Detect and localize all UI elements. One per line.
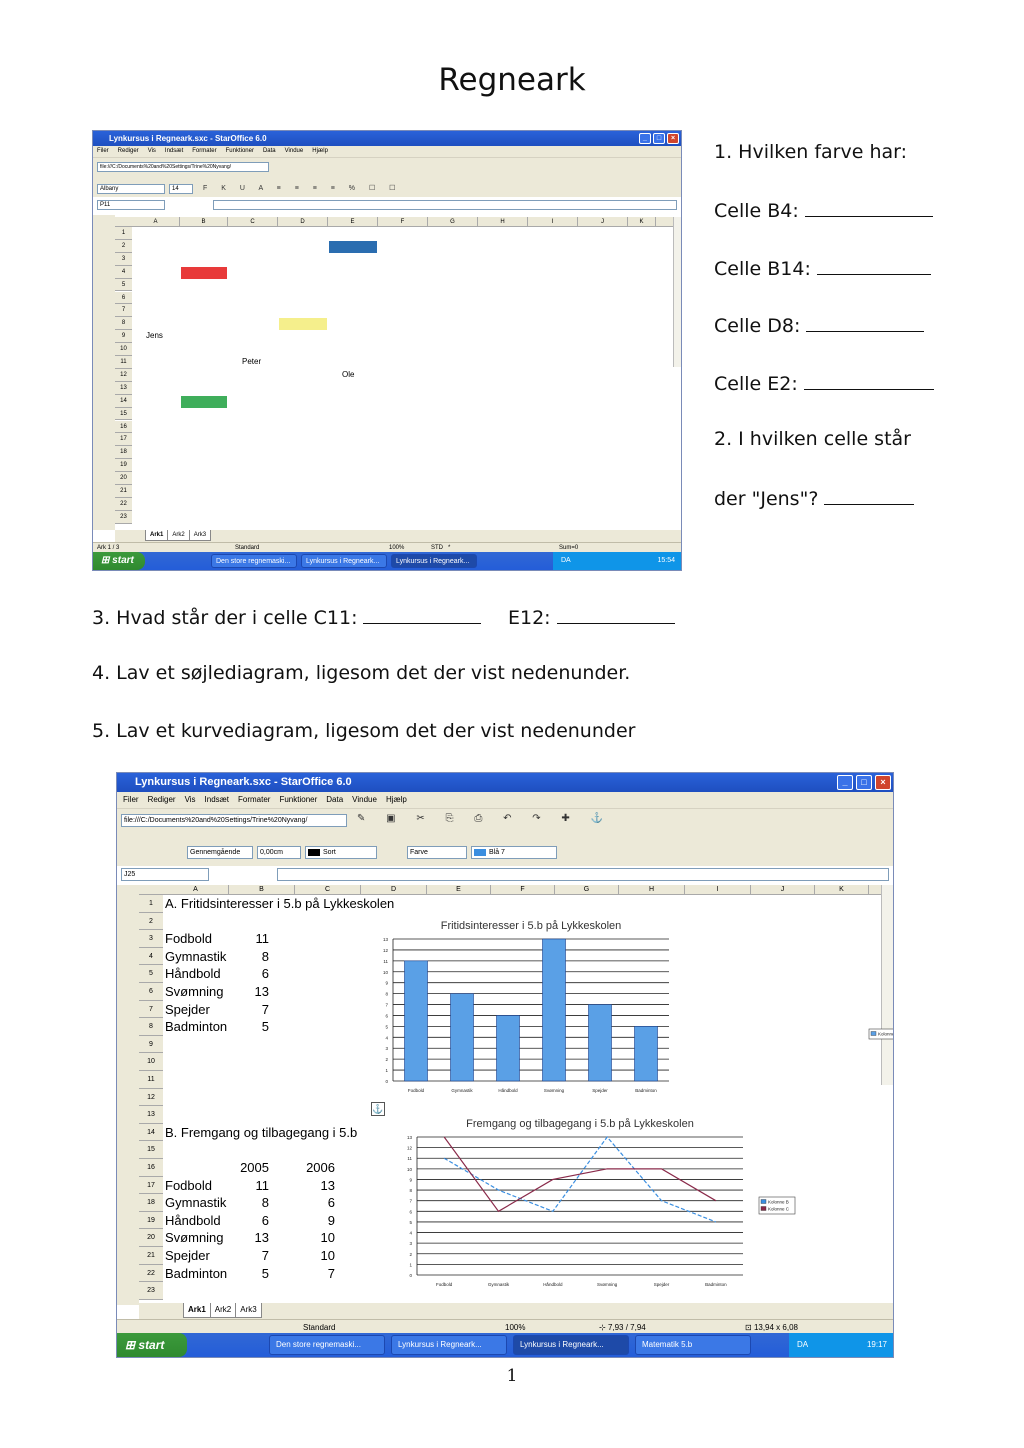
screenshot-1-window	[92, 130, 682, 571]
x-tick-label-spejder: Spejder	[653, 1282, 670, 1287]
tray-clock: 15:54	[657, 557, 675, 564]
menu-item-5[interactable]: Funktioner	[279, 795, 318, 804]
y-tick-label-8: 8	[409, 1188, 412, 1194]
column-header-E[interactable]: E	[328, 217, 378, 226]
y-tick-label-2: 2	[409, 1251, 412, 1257]
menu-bar	[117, 792, 893, 808]
table-a-label-1[interactable]: Gymnastik	[165, 948, 227, 964]
system-tray	[553, 552, 681, 570]
row-header-5[interactable]: 5	[139, 965, 163, 983]
left-toolbar	[93, 215, 115, 530]
row-header-1[interactable]: 1	[139, 895, 163, 913]
row-header-8[interactable]: 8	[139, 1018, 163, 1036]
taskbar-item-3[interactable]: Lynkursus i Regneark...	[391, 554, 477, 568]
column-header-F[interactable]: F	[378, 217, 428, 226]
y-tick-label-13: 13	[406, 1135, 412, 1140]
column-header-H[interactable]: H	[619, 885, 685, 894]
window-titlebar	[117, 773, 893, 792]
y-tick-label-11: 11	[383, 958, 388, 964]
table-a-value-3[interactable]: 13	[254, 984, 269, 999]
row-header-21[interactable]: 21	[115, 485, 132, 498]
table-b-2005-5[interactable]: 5	[261, 1265, 269, 1281]
x-tick-label-svømning: Svømning	[597, 1282, 618, 1287]
row-header-22[interactable]: 22	[115, 498, 132, 511]
cell-b4-red[interactable]	[181, 267, 227, 279]
menu-item-0[interactable]: Filer	[123, 795, 139, 804]
screenshot-2-window	[116, 772, 899, 1358]
start-button[interactable]: ⊞ start	[93, 552, 145, 570]
bar-gymnastik	[451, 994, 474, 1081]
y-tick-label-11: 11	[407, 1156, 412, 1162]
row-header-13[interactable]: 13	[139, 1106, 163, 1124]
row-header-16[interactable]: 16	[139, 1159, 163, 1177]
row-header-7[interactable]: 7	[115, 304, 132, 317]
row-header-21[interactable]: 21	[139, 1247, 163, 1265]
spreadsheet-grid[interactable]	[139, 885, 899, 1303]
column-header-J[interactable]: J	[578, 217, 628, 226]
row-header-9[interactable]: 9	[115, 330, 132, 343]
row-header-18[interactable]: 18	[139, 1194, 163, 1212]
table-b-2006-1[interactable]: 6	[327, 1195, 335, 1211]
bar-håndbold	[497, 1015, 520, 1081]
taskbar-item-2[interactable]: Lynkursus i Regneark...	[301, 554, 387, 568]
x-tick-label-fodbold: Fodbold	[407, 1088, 425, 1093]
fill-color-select[interactable]: Blå 7	[471, 846, 557, 859]
row-header-18[interactable]: 18	[115, 446, 132, 459]
sheet-tab-2[interactable]: Ark2	[210, 1303, 236, 1318]
area-style-select[interactable]: Gennemgående	[187, 846, 253, 859]
chart-legend	[759, 1197, 795, 1214]
tray-clock: 19:17	[866, 1340, 887, 1349]
taskbar-item-2[interactable]: Lynkursus i Regneark...	[391, 1335, 507, 1355]
cell-d8-yellow[interactable]	[279, 318, 327, 330]
table-a-value-5[interactable]: 5	[261, 1019, 269, 1035]
row-header-23[interactable]: 23	[139, 1282, 163, 1300]
question-2-line1: 2. I hvilken celle står	[714, 428, 911, 450]
row-header-15[interactable]: 15	[115, 408, 132, 421]
row-header-10[interactable]: 10	[139, 1053, 163, 1071]
y-tick-label-5: 5	[385, 1024, 388, 1030]
menu-item-6[interactable]: Data	[262, 148, 276, 154]
y-tick-label-0: 0	[385, 1079, 388, 1084]
row-header-9[interactable]: 9	[139, 1036, 163, 1054]
table-b-2006-5[interactable]: 7	[327, 1265, 335, 1281]
table-b-2005-3[interactable]: 13	[254, 1230, 269, 1246]
row-header-7[interactable]: 7	[139, 1001, 163, 1019]
minimize-button[interactable]: _	[837, 775, 853, 790]
chart-1	[371, 1115, 871, 1311]
sheet-tab-2[interactable]: Ark2	[167, 530, 189, 541]
row-header-16[interactable]: 16	[115, 421, 132, 434]
row-header-20[interactable]: 20	[139, 1229, 163, 1247]
answer-blank-jens[interactable]	[824, 486, 914, 505]
series-line-kolonne-c	[444, 1137, 716, 1211]
y-tick-label-13: 13	[382, 937, 388, 942]
formula-input[interactable]	[277, 868, 889, 881]
color-swatch-blue	[474, 849, 486, 856]
table-a-label-0[interactable]: Fodbold	[165, 931, 212, 947]
y-tick-label-8: 8	[385, 991, 388, 997]
column-header-K[interactable]: K	[628, 217, 656, 226]
sheet-tabs	[115, 530, 681, 542]
menu-item-3[interactable]: Indsæt	[164, 148, 184, 154]
page-title: Regneark	[438, 62, 586, 98]
menu-item-8[interactable]: Hjælp	[385, 795, 407, 804]
question-1-b4: Celle B4:	[714, 198, 933, 222]
column-header-F[interactable]: F	[491, 885, 555, 894]
fill-mode-select[interactable]: Farve	[407, 846, 467, 859]
row-header-22[interactable]: 22	[139, 1265, 163, 1283]
x-tick-label-svømning: Svømning	[543, 1088, 565, 1093]
menu-item-7[interactable]: Vindue	[352, 795, 377, 804]
column-header-I[interactable]: I	[685, 885, 751, 894]
row-header-4[interactable]: 4	[115, 266, 132, 279]
cell-b14-green[interactable]	[181, 396, 227, 408]
status-size: ⊡ 13,94 x 6,08	[745, 1323, 798, 1332]
menu-item-7[interactable]: Vindue	[284, 148, 304, 154]
menu-bar	[93, 146, 681, 157]
y-tick-label-5: 5	[409, 1219, 412, 1225]
column-header-C[interactable]: C	[295, 885, 361, 894]
table-b-label-1[interactable]: Gymnastik	[165, 1195, 227, 1211]
x-tick-label-badminton: Badminton	[705, 1282, 727, 1287]
y-tick-label-6: 6	[409, 1209, 412, 1215]
name-box[interactable]: P11	[97, 200, 165, 210]
table-b-2006-3[interactable]: 10	[320, 1230, 335, 1246]
sheet-tab-3[interactable]: Ark3	[189, 530, 211, 541]
column-header-I[interactable]: I	[528, 217, 578, 226]
menu-item-5[interactable]: Funktioner	[225, 148, 254, 154]
tray-language[interactable]: DA	[797, 1340, 809, 1349]
line-width-field[interactable]: 0,00cm	[257, 846, 301, 859]
question-1-d8: Celle D8:	[714, 313, 924, 337]
row-header-2[interactable]: 2	[139, 913, 163, 931]
status-position: ⊹ 7,93 / 7,94	[599, 1323, 646, 1332]
question-1-heading: 1. Hvilken farve har:	[714, 141, 908, 163]
left-toolbar	[117, 885, 139, 1305]
row-header-17[interactable]: 17	[139, 1177, 163, 1195]
row-header-15[interactable]: 15	[139, 1141, 163, 1159]
menu-item-8[interactable]: Hjælp	[312, 148, 328, 154]
row-header-6[interactable]: 6	[139, 983, 163, 1001]
menu-item-0[interactable]: Filer	[97, 148, 109, 154]
taskbar-item-3[interactable]: Lynkursus i Regneark...	[513, 1335, 629, 1355]
bar-svømning	[543, 939, 566, 1081]
y-tick-label-10: 10	[406, 1166, 412, 1172]
tray-language[interactable]: DA	[561, 557, 571, 564]
column-header-B[interactable]: B	[180, 217, 228, 226]
cell-a1-title[interactable]: A. Fritidsinteresser i 5.b på Lykkeskolen	[165, 896, 395, 911]
taskbar	[117, 1333, 893, 1357]
answer-blank-c11[interactable]	[363, 605, 481, 624]
taskbar-item-1[interactable]: Den store regnemaski...	[269, 1335, 385, 1355]
legend-label-0: Kolonne B	[768, 1199, 789, 1205]
row-header-17[interactable]: 17	[115, 433, 132, 446]
row-header-19[interactable]: 19	[115, 459, 132, 472]
question-1-e2: Celle E2:	[714, 371, 934, 395]
column-header-G[interactable]: G	[428, 217, 478, 226]
y-tick-label-3: 3	[409, 1241, 412, 1247]
y-tick-label-2: 2	[385, 1057, 388, 1063]
y-tick-label-9: 9	[409, 1177, 412, 1183]
y-tick-label-1: 1	[409, 1262, 412, 1268]
answer-blank-d8[interactable]	[806, 313, 924, 332]
table-b-label-5[interactable]: Badminton	[165, 1265, 228, 1281]
answer-blank-e2[interactable]	[804, 371, 934, 390]
row-header-1[interactable]: 1	[115, 227, 132, 240]
table-b-2005-1[interactable]: 8	[261, 1195, 269, 1211]
page-number: 1	[506, 1366, 518, 1386]
spreadsheet-grid[interactable]	[115, 217, 681, 530]
legend-label-0: Kolonne B	[878, 1031, 899, 1037]
y-tick-label-12: 12	[382, 947, 388, 953]
taskbar	[93, 552, 681, 570]
table-b-year-2005[interactable]: 2005	[240, 1160, 269, 1175]
row-header-20[interactable]: 20	[115, 472, 132, 485]
answer-blank-b4[interactable]	[805, 198, 933, 217]
y-tick-label-0: 0	[409, 1273, 412, 1278]
table-b-2005-4[interactable]: 7	[261, 1248, 269, 1263]
cell-e12[interactable]: Ole	[342, 369, 355, 379]
question-4: 4. Lav et søjlediagram, ligesom det der vist nedenunder.	[92, 662, 631, 684]
bar-badminton	[635, 1026, 658, 1081]
cell-c11[interactable]: Peter	[242, 357, 262, 366]
table-b-label-3[interactable]: Svømning	[165, 1230, 224, 1246]
name-box[interactable]: J25	[121, 868, 209, 881]
status-mode: STD	[431, 545, 443, 551]
column-header-C[interactable]: C	[228, 217, 278, 226]
y-tick-label-9: 9	[385, 980, 388, 986]
row-header-5[interactable]: 5	[115, 279, 132, 292]
row-header-10[interactable]: 10	[115, 343, 132, 356]
menu-item-4[interactable]: Formater	[192, 148, 217, 154]
menu-item-3[interactable]: Indsæt	[204, 795, 230, 804]
color-swatch-black	[308, 849, 320, 856]
font-size-select[interactable]: 14	[169, 184, 193, 194]
column-header-H[interactable]: H	[478, 217, 528, 226]
row-header-11[interactable]: 11	[139, 1071, 163, 1089]
x-tick-label-badminton: Badminton	[635, 1088, 657, 1093]
column-header-D[interactable]: D	[361, 885, 427, 894]
format-toolbar-icons[interactable]: F K U A ≡ ≡ ≡ ≡ % ☐ ☐	[203, 185, 402, 192]
table-a-value-1[interactable]: 8	[261, 948, 269, 964]
y-tick-label-4: 4	[385, 1035, 388, 1041]
row-header-6[interactable]: 6	[115, 292, 132, 305]
anchor-icon[interactable]: ⚓	[372, 1104, 384, 1115]
toolbars	[93, 157, 681, 197]
x-tick-label-håndbold: Håndbold	[498, 1088, 518, 1093]
standard-toolbar-icons[interactable]: ✎ ▣ ✂ ⎘ ⎙ ↶ ↷ ✚ ⚓	[357, 813, 613, 824]
close-button[interactable]: ×	[875, 775, 891, 790]
chart-legend	[869, 1029, 899, 1039]
column-header-A[interactable]: A	[163, 885, 229, 894]
x-tick-label-gymnastik: Gymnastik	[451, 1088, 473, 1093]
column-header-E[interactable]: E	[427, 885, 491, 894]
sheet-tab-1[interactable]: Ark1	[183, 1303, 211, 1318]
row-header-12[interactable]: 12	[139, 1089, 163, 1107]
table-b-label-0[interactable]: Fodbold	[165, 1177, 212, 1193]
font-name-select[interactable]: Albany	[97, 184, 165, 194]
question-5: 5. Lav et kurvediagram, ligesom det der vist nedenunder	[92, 720, 636, 742]
status-sum: Sum=0	[559, 545, 579, 551]
sheet-tab-1[interactable]: Ark1	[145, 530, 168, 541]
table-b-2005-2[interactable]: 6	[261, 1212, 269, 1228]
line-color-select[interactable]: Sort	[305, 846, 377, 859]
row-header-8[interactable]: 8	[115, 317, 132, 330]
row-header-2[interactable]: 2	[115, 240, 132, 253]
row-header-3[interactable]: 3	[115, 253, 132, 266]
row-header-11[interactable]: 11	[115, 356, 132, 369]
question-2-line2: der "Jens"?	[714, 486, 914, 510]
status-modified: *	[448, 545, 451, 551]
url-field[interactable]: file:///C:/Documents%20and%20Settings/Trine%20Nyvang/	[121, 814, 347, 827]
window-title: Lynkursus i Regneark.sxc - StarOffice 6.0	[109, 134, 267, 143]
table-a-label-4[interactable]: Spejder	[165, 1001, 210, 1017]
menu-item-1[interactable]: Rediger	[117, 148, 139, 154]
row-header-19[interactable]: 19	[139, 1212, 163, 1230]
menu-item-4[interactable]: Formater	[238, 795, 271, 804]
taskbar-item-4[interactable]: Matematik 5.b	[635, 1335, 751, 1355]
table-a-value-0[interactable]: 11	[255, 931, 269, 947]
legend-swatch-1	[761, 1207, 766, 1211]
question-3: 3. Hvad står der i celle C11:	[92, 605, 481, 629]
url-field[interactable]: file:///C:/Documents%20and%20Settings/Trine%20Nyvang/	[97, 162, 269, 172]
bar-fodbold	[405, 961, 428, 1081]
chart-0	[349, 917, 899, 1109]
cell-e2-blue[interactable]	[329, 241, 377, 253]
table-b-2005-0[interactable]: 11	[255, 1177, 269, 1193]
window-titlebar	[93, 131, 681, 146]
cell-a9[interactable]: Jens	[146, 331, 163, 341]
question-3-e12: E12:	[508, 605, 675, 629]
menu-item-6[interactable]: Data	[326, 795, 344, 804]
status-zoom: 100%	[505, 1323, 526, 1332]
menu-item-2[interactable]: Vis	[184, 795, 196, 804]
close-button[interactable]: ×	[667, 133, 679, 144]
answer-blank-b14[interactable]	[817, 256, 931, 275]
y-tick-label-4: 4	[409, 1230, 412, 1236]
y-tick-label-7: 7	[385, 1002, 388, 1008]
vertical-scrollbar[interactable]	[881, 885, 893, 1085]
cell-a14-title[interactable]: B. Fremgang og tilbagegang i 5.b	[165, 1124, 358, 1140]
chart-title: Fritidsinteresser i 5.b på Lykkeskolen	[440, 920, 622, 932]
y-tick-label-7: 7	[409, 1198, 412, 1204]
y-tick-label-12: 12	[406, 1145, 412, 1151]
menu-item-2[interactable]: Vis	[147, 148, 156, 154]
menu-item-1[interactable]: Rediger	[147, 795, 176, 804]
table-b-year-2006[interactable]: 2006	[306, 1160, 335, 1175]
y-tick-label-6: 6	[385, 1013, 388, 1019]
row-header-4[interactable]: 4	[139, 948, 163, 966]
x-tick-label-håndbold: Håndbold	[543, 1282, 563, 1287]
legend-label-1: Kolonne C	[768, 1206, 790, 1212]
table-a-label-3[interactable]: Svømning	[165, 984, 224, 999]
y-tick-label-10: 10	[382, 969, 388, 975]
x-tick-label-fodbold: Fodbold	[436, 1282, 453, 1287]
table-b-2006-0[interactable]: 13	[320, 1177, 335, 1193]
column-header-B[interactable]: B	[229, 885, 295, 894]
column-header-A[interactable]: A	[132, 217, 180, 226]
column-header-D[interactable]: D	[278, 217, 328, 226]
row-header-23[interactable]: 23	[115, 511, 132, 524]
formula-input[interactable]	[213, 200, 677, 210]
legend-swatch-0	[761, 1200, 766, 1204]
start-button[interactable]: ⊞ start	[117, 1333, 187, 1357]
status-style: Standard	[235, 545, 260, 551]
status-zoom: 100%	[389, 545, 405, 551]
column-header-J[interactable]: J	[751, 885, 815, 894]
column-header-K[interactable]: K	[815, 885, 869, 894]
table-a-value-2[interactable]: 6	[261, 966, 269, 982]
legend-swatch-0	[871, 1032, 876, 1036]
table-b-2006-4[interactable]: 10	[320, 1248, 335, 1263]
toolbars	[117, 808, 893, 866]
taskbar-item-1[interactable]: Den store regnemaski...	[211, 554, 297, 568]
status-sheet: Ark 1 / 3	[97, 545, 120, 551]
table-b-label-2[interactable]: Håndbold	[165, 1212, 221, 1228]
row-header-12[interactable]: 12	[115, 369, 132, 382]
row-header-14[interactable]: 14	[139, 1124, 163, 1142]
status-style: Standard	[303, 1323, 336, 1332]
x-tick-label-gymnastik: Gymnastik	[487, 1282, 510, 1287]
maximize-button[interactable]: □	[856, 775, 872, 790]
answer-blank-e12[interactable]	[557, 605, 675, 624]
chart-title: Fremgang og tilbagegang i 5.b på Lykkeskolen	[466, 1118, 694, 1130]
question-1-b14: Celle B14:	[714, 256, 931, 280]
maximize-button[interactable]: □	[653, 133, 665, 144]
row-header-3[interactable]: 3	[139, 930, 163, 948]
row-header-14[interactable]: 14	[115, 395, 132, 408]
table-a-label-5[interactable]: Badminton	[165, 1019, 228, 1035]
table-b-label-4[interactable]: Spejder	[165, 1248, 210, 1263]
table-a-value-4[interactable]: 7	[261, 1001, 269, 1017]
sheet-tab-3[interactable]: Ark3	[235, 1303, 261, 1318]
column-header-bar	[139, 885, 893, 895]
bar-spejder	[589, 1005, 612, 1081]
column-header-G[interactable]: G	[555, 885, 619, 894]
column-header-bar	[115, 217, 681, 227]
table-b-2006-2[interactable]: 9	[327, 1212, 335, 1228]
row-header-13[interactable]: 13	[115, 382, 132, 395]
system-tray	[789, 1333, 893, 1357]
y-tick-label-1: 1	[385, 1068, 388, 1074]
window-title: Lynkursus i Regneark.sxc - StarOffice 6.0	[135, 776, 352, 788]
x-tick-label-spejder: Spejder	[592, 1088, 608, 1093]
minimize-button[interactable]: _	[639, 133, 651, 144]
vertical-scrollbar[interactable]	[673, 217, 681, 367]
table-a-label-2[interactable]: Håndbold	[165, 966, 221, 982]
y-tick-label-3: 3	[385, 1046, 388, 1052]
sheet-tabs	[139, 1303, 893, 1319]
